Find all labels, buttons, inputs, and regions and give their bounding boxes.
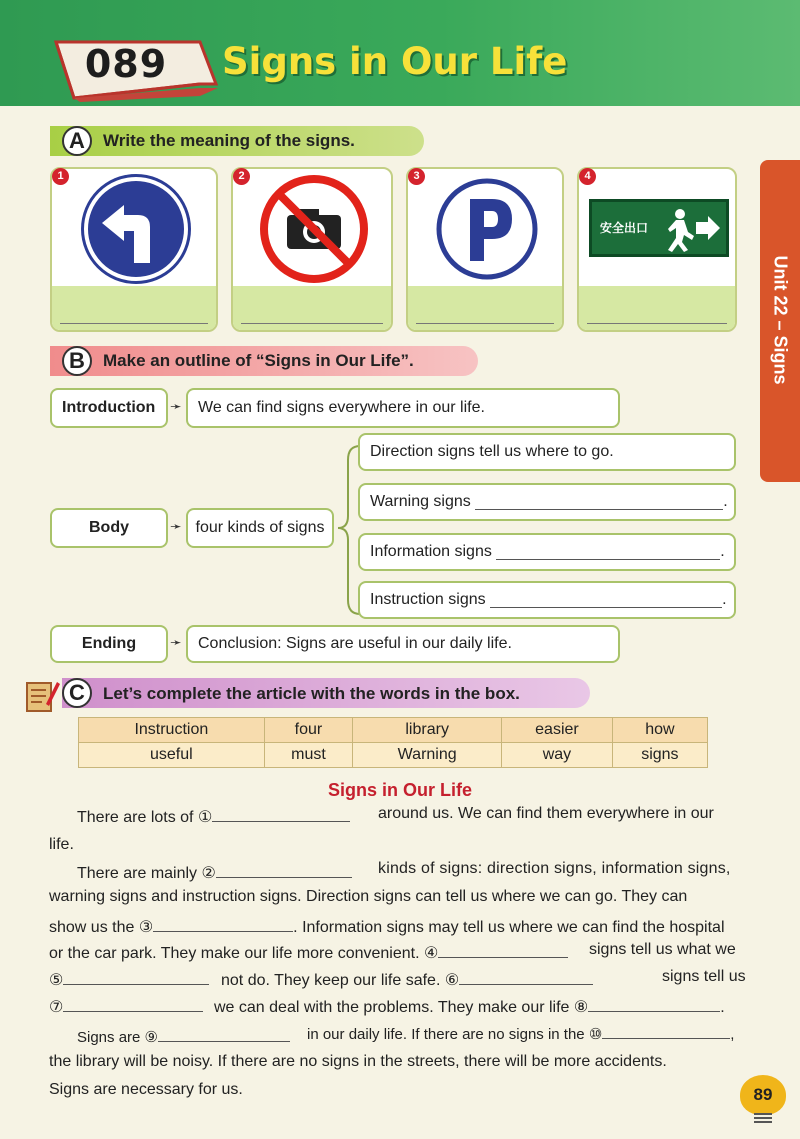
section-a-instruction: Write the meaning of the signs. — [103, 131, 355, 150]
word-box-table — [78, 717, 708, 768]
answer-area-3[interactable] — [408, 286, 562, 330]
word-box-row — [79, 718, 708, 743]
answer-area-2[interactable] — [233, 286, 391, 330]
kind-information-text: Information signs — [370, 543, 492, 560]
blank-8[interactable] — [588, 997, 720, 1012]
body-label-box — [50, 508, 168, 548]
article-line — [589, 941, 736, 959]
article-text: kinds of signs: direction signs, information signs, — [378, 860, 731, 877]
article-line: in our daily life. If there are no signs in the ⑩ , — [307, 1026, 735, 1043]
article-line — [378, 805, 714, 823]
article-text: ⑤ — [49, 972, 64, 989]
word-box-cell: Warning — [353, 743, 502, 768]
article-line — [49, 1053, 667, 1071]
section-b-letter: B — [62, 346, 92, 376]
page-title: Signs in Our Life — [222, 40, 568, 83]
ending-label: Ending — [81, 635, 137, 652]
article-line — [49, 1081, 243, 1099]
article-line — [378, 860, 731, 878]
article-line — [49, 970, 209, 990]
article-line — [49, 836, 74, 854]
article-text: in our daily life. If there are no signs in the ⑩ — [307, 1026, 603, 1043]
section-b-instruction: Make an outline of “Signs in Our Life”. — [103, 351, 414, 370]
blank-7[interactable] — [63, 997, 203, 1012]
warning-signs-box: Warning signs . — [358, 483, 736, 521]
sign-number-3: 3 — [408, 168, 425, 185]
article-line — [221, 970, 593, 990]
lesson-number: 089 — [84, 42, 168, 86]
article-text: the library will be noisy. If there are no signs in the streets, there will be more accidents. — [49, 1053, 667, 1070]
article-line — [77, 807, 350, 827]
body-text-box — [186, 508, 334, 548]
ending-text: Conclusion: Signs are useful in our daily life. — [198, 635, 512, 652]
article-line — [49, 997, 203, 1017]
article-text: signs tell us what we — [589, 941, 736, 958]
ending-text-box — [186, 625, 620, 663]
article-text: we can deal with the problems. They make our life ⑧ — [214, 999, 589, 1016]
article-text: signs tell us — [662, 968, 746, 985]
article-text: . Information signs may tell us where we can find the hospital — [293, 919, 725, 936]
article-title: Signs in Our Life — [327, 780, 472, 800]
article-text: show us the ③ — [49, 919, 154, 936]
article-text: There are lots of ① — [77, 809, 213, 826]
blank-10[interactable] — [602, 1024, 730, 1039]
word-box-cell: useful — [79, 743, 265, 768]
answer-area-1[interactable] — [52, 286, 216, 330]
section-c-instruction: Let’s complete the article with the words in the box. — [103, 684, 520, 703]
word-box-cell: easier — [502, 718, 613, 743]
arrow-icon: ➛ — [170, 518, 182, 534]
article-text: or the car park. They make our life more convenient. ④ — [49, 945, 439, 962]
article-text: Signs are necessary for us. — [49, 1081, 243, 1098]
article-text: warning signs and instruction signs. Direction signs can tell us where we can go. They can — [49, 888, 688, 905]
sign-number-4: 4 — [579, 168, 596, 185]
bulb-base — [754, 1113, 772, 1125]
article-text: not do. They keep our life safe. ⑥ — [221, 972, 460, 989]
article-line: we can deal with the problems. They make our life ⑧ . — [214, 999, 725, 1016]
article-line — [77, 863, 352, 883]
body-text: four kinds of signs — [195, 519, 325, 536]
arrow-icon: ➛ — [170, 398, 182, 414]
page-number-bulb-icon — [740, 1075, 786, 1115]
arrow-icon: ➛ — [170, 634, 182, 650]
word-box-cell: Instruction — [79, 718, 265, 743]
word-box-cell: must — [264, 743, 353, 768]
article-text: around us. We can find them everywhere in our — [378, 805, 714, 822]
sign-number-2: 2 — [233, 168, 250, 185]
answer-area-4[interactable] — [579, 286, 735, 330]
kind-warning-text: Warning signs — [370, 493, 471, 510]
information-signs-box: Information signs . — [358, 533, 736, 571]
introduction-text: We can find signs everywhere in our life. — [198, 399, 485, 416]
sign-card-2 — [231, 167, 393, 332]
ending-label-box — [50, 625, 168, 663]
kind-instruction-text: Instruction signs — [370, 591, 486, 608]
article-text: Signs are ⑨ — [77, 1029, 158, 1046]
warning-blank[interactable] — [475, 495, 723, 510]
blank-1[interactable] — [212, 807, 350, 822]
blank-3[interactable] — [153, 917, 293, 932]
article-text: There are mainly ② — [77, 865, 216, 882]
article-line — [49, 888, 687, 906]
blank-2[interactable] — [216, 863, 352, 878]
article-line — [77, 1027, 290, 1046]
word-box-row — [79, 743, 708, 768]
body-label: Body — [89, 519, 129, 536]
section-c-letter: C — [62, 678, 92, 708]
article-line — [662, 968, 746, 986]
introduction-label: Introduction — [62, 399, 156, 416]
unit-label: Unit 22 – Signs — [770, 255, 791, 385]
introduction-label-box — [50, 388, 168, 428]
article-text: ⑦ — [49, 999, 64, 1016]
introduction-text-box — [186, 388, 620, 428]
word-box-cell: how — [612, 718, 707, 743]
word-box-cell: library — [353, 718, 502, 743]
unit-side-tab — [760, 160, 800, 482]
instruction-signs-box: Instruction signs . — [358, 581, 736, 619]
blank-5[interactable] — [63, 970, 209, 985]
sign-card-3 — [406, 167, 564, 332]
notepad-pencil-icon — [24, 678, 60, 714]
sign-card-4 — [577, 167, 737, 332]
no-photography-sign-icon — [233, 169, 393, 289]
article-line — [49, 917, 725, 937]
word-box-cell: signs — [612, 743, 707, 768]
word-box-cell: four — [264, 718, 353, 743]
blank-4[interactable] — [438, 943, 568, 958]
sign-card-1 — [50, 167, 218, 332]
word-box-cell: way — [502, 743, 613, 768]
section-a-letter: A — [62, 126, 92, 156]
article-text: life. — [49, 836, 74, 853]
exit-sign-text: 安全出口 — [600, 221, 649, 235]
turn-left-sign-icon — [52, 169, 218, 289]
article-line — [49, 943, 568, 963]
information-blank[interactable] — [496, 545, 720, 560]
parking-sign-icon — [408, 169, 564, 289]
blank-6[interactable] — [459, 970, 593, 985]
page-number: 89 — [753, 1085, 773, 1104]
sign-number-1: 1 — [52, 168, 69, 185]
blank-9[interactable] — [158, 1027, 290, 1042]
instruction-blank[interactable] — [490, 593, 722, 608]
direction-signs-box — [358, 433, 736, 471]
emergency-exit-sign-icon — [589, 199, 729, 257]
kind-direction-text: Direction signs tell us where to go. — [370, 443, 614, 460]
